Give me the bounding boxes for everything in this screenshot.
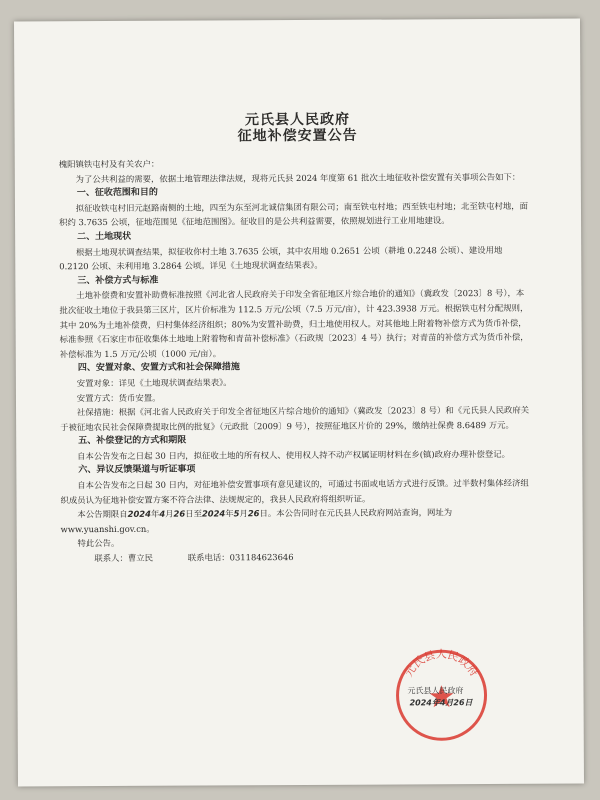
section-paragraph: 安置方式：货币安置。	[76, 392, 161, 403]
section-heading: 一、征收范围和目的	[76, 187, 158, 199]
section-paragraph: 土地补偿费和安置补助费标准按照《河北省人民政府关于印发全省征地区片综合地价的通知》（冀政发〔2023〕8 号），本批次征收土地位于我县第三区片，区片价标准为 112.5 万元/公顷（7.5 万元/亩），计 423.3938 万元。根据铁屯村分配规则，其中 20%为土地补偿费，归村集体经济组织；80%为安置补助费，归土地使用权人。对其他地上附着物补偿方式为货币补偿，标准参照《石家庄市征收集体土地地上附着物和青苗补偿标准》（石政规〔2023〕4 号）执行；对青苗的补偿方式为货币补偿，补偿标准为 1.5 万元/公顷（1000 元/亩）。	[59, 288, 529, 359]
section-heading: 五、补偿登记的方式和期限	[78, 435, 187, 447]
section-6	[60, 461, 530, 507]
period-end-year: 2024	[201, 508, 226, 519]
phone-number: 031184623646	[229, 552, 294, 563]
section-paragraph: 自本公告发布之日起 30 日内，拟征收土地的所有权人、使用权人持不动产权属证明材料在乡(镇)政府办理补偿登记。	[77, 448, 510, 462]
section-2	[59, 228, 529, 274]
period-start-month: 4	[159, 508, 166, 519]
body-content	[59, 155, 531, 566]
section-heading: 三、补偿方式与标准	[77, 275, 159, 286]
label-day: 日	[185, 508, 194, 519]
title-block	[14, 111, 580, 146]
section-heading: 二、土地现状	[77, 231, 132, 243]
period-end-month: 5	[233, 508, 240, 519]
signature-area	[381, 649, 531, 730]
period-start-year: 2024	[127, 509, 151, 520]
section-1	[59, 184, 529, 230]
period-start-day: 26	[173, 508, 186, 519]
title-line-2: 征地补偿安置公告	[237, 127, 358, 145]
contact-label: 联系人：	[94, 552, 128, 564]
section-heading: 四、安置对象、安置方式和社会保障措施	[77, 362, 240, 374]
contact-name: 曹立民	[127, 552, 154, 563]
section-3	[59, 272, 529, 362]
label-day: 日	[259, 508, 268, 519]
period-suffix: 。本公告同时在元氏县人民政府网站查询，网址为 www.yuanshi.gov.cn。	[60, 507, 453, 535]
section-heading: 六、异议反馈渠道与听证事项	[78, 465, 196, 476]
contact-line	[61, 549, 531, 566]
section-paragraph: 自本公告发布之日起 30 日内，对征地补偿安置事项有意见建议的，可通过书面或电话方式进行反馈。过半数村集体经济组织成员认为征地补偿安置方案不符合法律、法规规定的，我县人民政府将组织听证。	[60, 477, 529, 505]
period-mid: 至	[193, 508, 202, 519]
section-paragraph: 社保措施：根据《河北省人民政府关于印发全省征地区片综合地价的通知》（冀政发〔2023〕8 号）和《元氏县人民政府关于被征地农民社会保障费提取比例的批复》（元政批〔2009〕9 号），按照征地区片价的 29%，缴纳社保费 8.6489 万元。	[60, 404, 530, 432]
period-prefix: 本公告期限自	[77, 509, 128, 520]
signature-date: 2024年4月26日	[409, 698, 473, 708]
label-month: 月	[239, 508, 248, 519]
document-page	[14, 19, 584, 787]
phone-label: 联系电话：	[187, 552, 230, 563]
stamp-text: 元氏县人民政府	[401, 647, 481, 680]
title-line-1: 元氏县人民政府	[244, 111, 351, 129]
section-paragraph: 根据土地现状调查结果，拟征收你村土地 3.7635 公顷，其中农用地 0.2651 公顷（耕地 0.2248 公顷）、建设用地 0.2120 公顷、未利用地 3.2864 公顷。详见《土地现状调查结果表》。	[59, 244, 503, 272]
label-month: 月	[165, 508, 174, 519]
recipient: 槐阳镇铁屯村及有关农户：	[58, 158, 160, 170]
label-year: 年	[150, 508, 160, 520]
closing: 特此公告。	[77, 538, 120, 549]
section-paragraph: 拟征收铁屯村旧元赵路南侧的土地，四至为东至河北诚信集团有限公司；南至铁屯村地；西至铁屯村地；北至铁屯村地，面积约 3.7635 公顷，征地范围见《征地范围图》。征收目的是公共利益需要，依照规划进行工业用地建设。	[59, 200, 529, 228]
section-4	[60, 359, 530, 434]
label-year: 年	[225, 508, 234, 519]
signature-org: 元氏县人民政府	[407, 686, 464, 696]
section-paragraph: 安置对象：详见《土地现状调查结果表》。	[76, 377, 232, 389]
intro-paragraph: 为了公共利益的需要，依据土地管理法律法规，现将元氏县 2024 年度第 61 批次土地征收补偿安置有关事项公告如下：	[75, 171, 521, 184]
period-notice	[61, 505, 531, 537]
section-5	[60, 432, 530, 464]
period-end-day: 26	[247, 508, 260, 519]
